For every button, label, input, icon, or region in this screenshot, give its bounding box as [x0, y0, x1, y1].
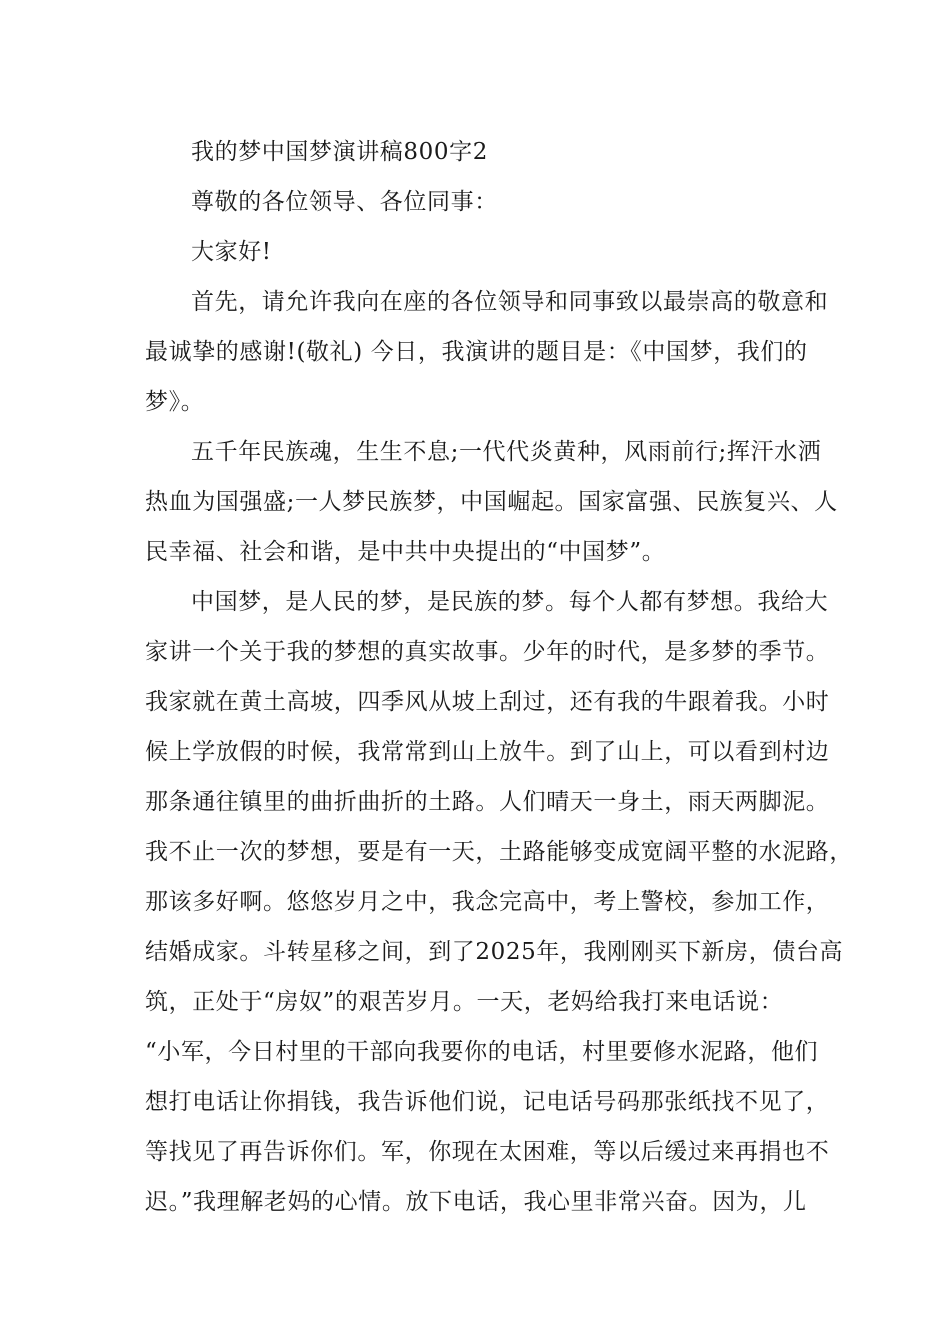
paragraph-line: “小军，今日村里的干部向我要你的电话，村里要修水泥路，他们: [145, 1039, 819, 1065]
paragraph-line: 候上学放假的时候，我常常到山上放牛。到了山上，可以看到村边: [145, 739, 830, 765]
paragraph-line: 筑，正处于“房奴”的艰苦岁月。一天，老妈给我打来电话说：: [145, 989, 784, 1015]
paragraph-line: 家讲一个关于我的梦想的真实故事。少年的时代，是多梦的季节。: [145, 639, 830, 665]
greeting: 大家好!: [191, 239, 272, 265]
paragraph-line: 等找见了再告诉你们。军，你现在太困难，等以后缓过来再捐也不: [145, 1139, 830, 1165]
paragraph-line: 首先，请允许我向在座的各位领导和同事致以最崇高的敬意和: [191, 289, 829, 315]
paragraph-line: 中国梦，是人民的梦，是民族的梦。每个人都有梦想。我给大: [191, 589, 829, 615]
paragraph-line: 迟。”我理解老妈的心情。放下电话，我心里非常兴奋。因为，儿: [145, 1189, 807, 1215]
paragraph-line: 那条通往镇里的曲折曲折的土路。人们晴天一身土，雨天两脚泥。: [145, 789, 830, 815]
paragraph-line: 想打电话让你捐钱，我告诉他们说，记电话号码那张纸找不见了，: [145, 1089, 830, 1115]
paragraph-line: 那该多好啊。悠悠岁月之中，我念完高中，考上警校，参加工作，: [145, 889, 830, 915]
document-title: 我的梦中国梦演讲稿800字2: [191, 139, 488, 165]
paragraph-line: 最诚挚的感谢!(敬礼) 今日，我演讲的题目是：《中国梦，我们的: [145, 339, 808, 365]
paragraph-line: 民幸福、社会和谐，是中共中央提出的“中国梦”。: [145, 539, 666, 565]
salutation: 尊敬的各位领导、各位同事：: [191, 189, 498, 215]
paragraph-line: 热血为国强盛;一人梦民族梦，中国崛起。国家富强、民族复兴、人: [145, 489, 838, 515]
paragraph-line: 我不止一次的梦想，要是有一天，土路能够变成宽阔平整的水泥路，: [145, 839, 853, 865]
paragraph-line: 五千年民族魂，生生不息;一代代炎黄种，风雨前行;挥汗水洒: [191, 439, 822, 465]
paragraph-line: 结婚成家。斗转星移之间，到了2025年，我刚刚买下新房，债台高: [145, 939, 844, 965]
paragraph-line: 我家就在黄土高坡，四季风从坡上刮过，还有我的牛跟着我。小时: [145, 689, 830, 715]
paragraph-line: 梦》。: [145, 389, 205, 415]
